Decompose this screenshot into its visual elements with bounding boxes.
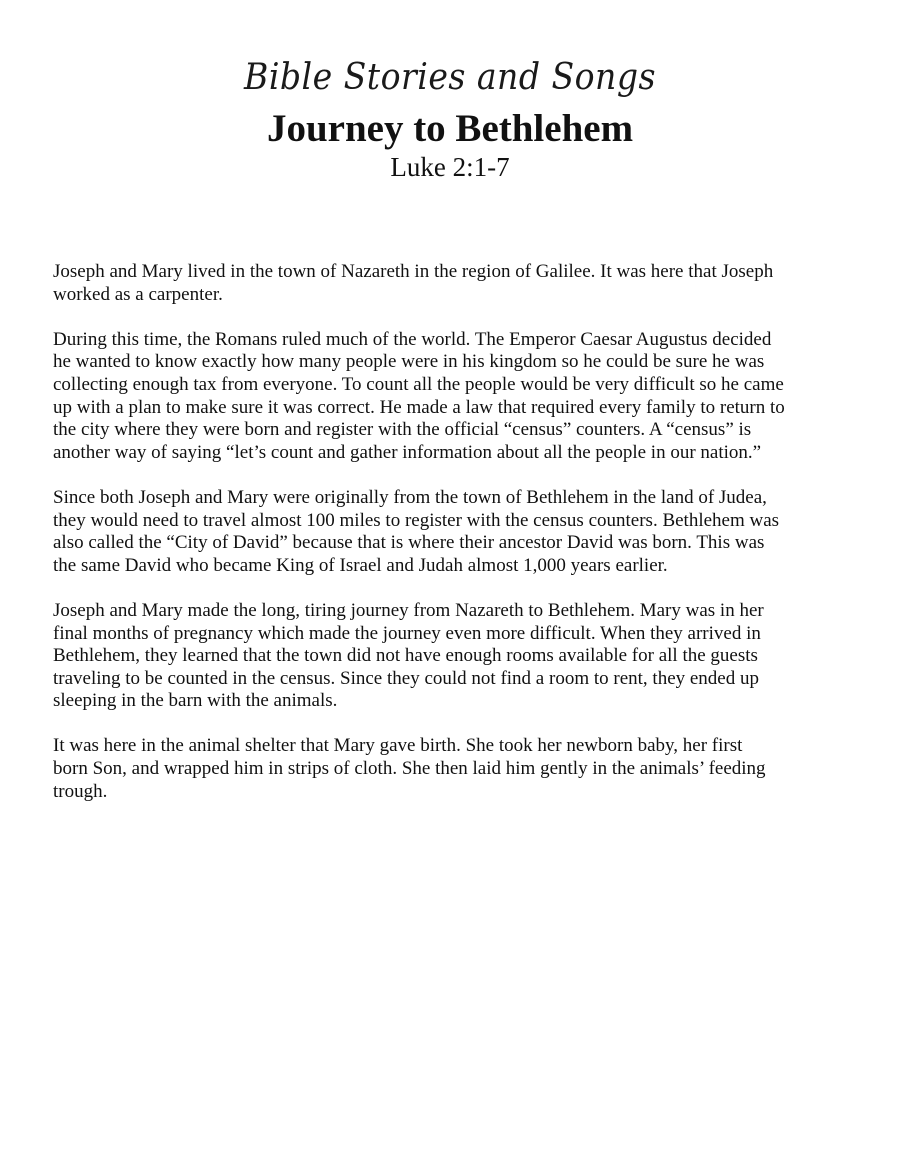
story-paragraph: Joseph and Mary lived in the town of Nazareth in the region of Galilee. It was here that Joseph worked as a carpenter.: [53, 261, 774, 305]
story-title: Journey to Bethlehem: [266, 107, 634, 150]
story-body: [53, 261, 853, 826]
story-paragraph: Since both Joseph and Mary were originally from the town of Bethlehem in the land of Judea, they would need to travel almost 100 miles to register with the census counters. Bethlehem was also called the “City of David” because that is where their ancestor David was born. This was the same David who became King of Israel and Judah almost 1,000 years earlier.: [53, 486, 780, 576]
story-paragraph: It was here in the animal shelter that Mary gave birth. She took her newborn baby, her first born Son, and wrapped him in strips of cloth. She then laid him gently in the animals’ feeding trough.: [53, 735, 766, 802]
scripture-reference: Luke 2:1-7: [390, 152, 510, 182]
story-paragraph: During this time, the Romans ruled much of the world. The Emperor Caesar Augustus decided he wanted to know exactly how many people were in his kingdom so he could be sure he was collecting enough tax from everyone. To count all the people would be very difficult so he came up with a plan to make sure it was correct. He made a law that required every family to return to the city where they were born and register with the official “census” counters. A “census” is another way of saying “let’s count and gather information about all the people in our nation.”: [53, 328, 785, 463]
series-title: Bible Stories and Songs: [244, 57, 656, 98]
story-paragraph: Joseph and Mary made the long, tiring journey from Nazareth to Bethlehem. Mary was in her final months of pregnancy which made the journey even more difficult. When they arrived in Bethlehem, they learned that the town did not have enough rooms available for all the guests traveling to be counted in the census. Since they could not find a room to rent, they ended up sleeping in the barn with the animals.: [53, 599, 764, 712]
page-header: [0, 54, 900, 182]
